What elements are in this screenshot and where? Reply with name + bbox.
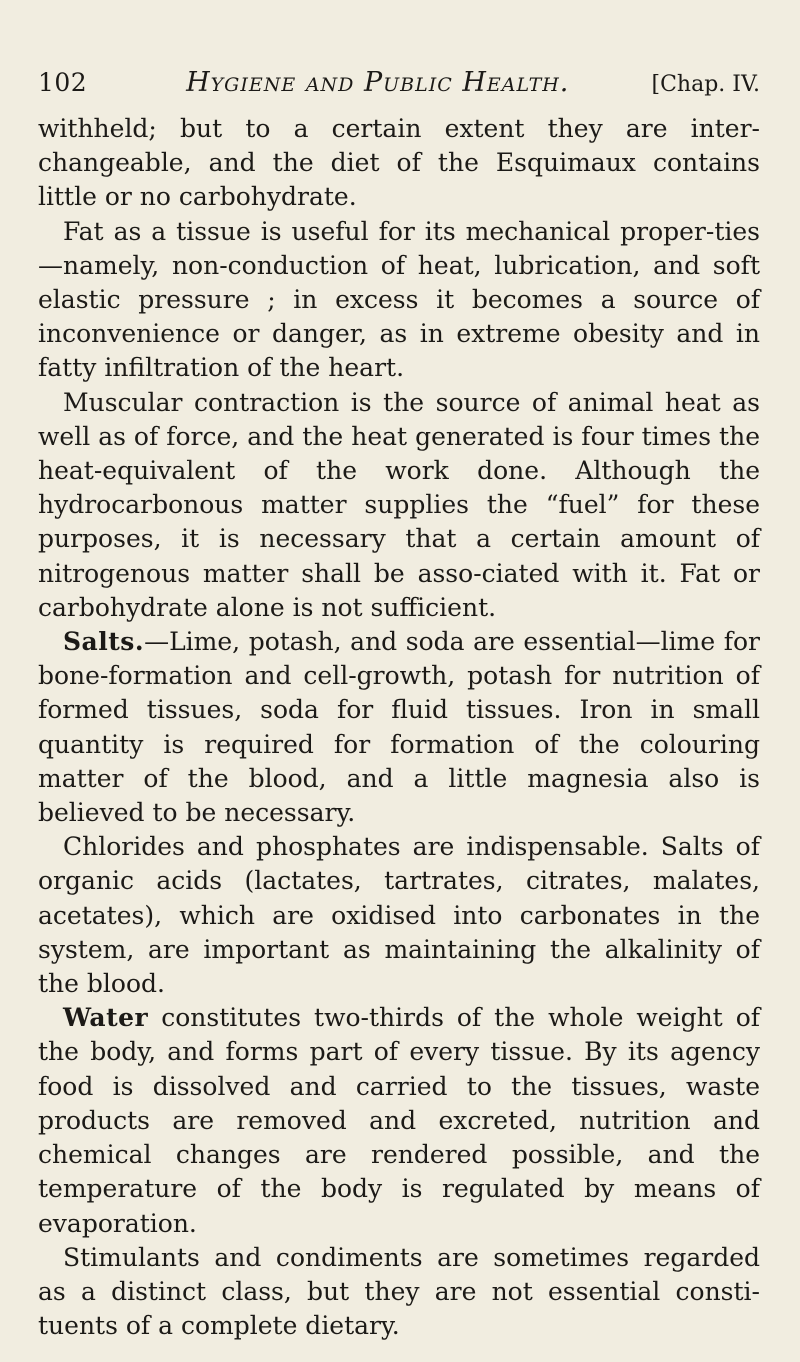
chapter-label: [Chap. IV. bbox=[651, 72, 760, 97]
paragraph-text: Chlorides and phosphates are indispensable. Salts of organic acids (lactates, tartrates, citrates, malates, acetates), which are oxidised into carbonates in the system, are important as maintaining the alkalinity of the blood. bbox=[38, 832, 760, 999]
section-heading-salts: Salts. bbox=[63, 627, 145, 657]
paragraph-text: constitutes two-thirds of the whole weight of the body, and forms part of every tissue. By its agency food is dissolved and carried to the tissues, waste products are removed and excreted, nutrition and chemical changes are rendered possible, and the temperature of the body is regulated by means of evaporation. bbox=[38, 1003, 760, 1238]
section-heading-water: Water bbox=[63, 1003, 149, 1033]
paragraph-salts bbox=[38, 625, 760, 830]
paragraph-water bbox=[38, 1001, 760, 1240]
running-title: Hygiene and Public Health. bbox=[186, 67, 570, 98]
paragraph-chlorides bbox=[38, 830, 760, 1001]
paragraph-stimulants bbox=[38, 1241, 760, 1344]
paragraph-text: withheld; but to a certain extent they are inter-changeable, and the diet of the Esquimaux contains little or no carbohydrate. bbox=[38, 114, 760, 212]
paragraph-text: —Lime, potash, and soda are essential—lime for bone-formation and cell-growth, potash for nutrition of formed tissues, soda for fluid tissues. Iron in small quantity is required for formation of the colouring matter of the blood, and a little magnesia also is believed to be necessary. bbox=[38, 627, 760, 828]
body-text bbox=[38, 112, 760, 1343]
page-number: 102 bbox=[38, 68, 88, 97]
paragraph-fat bbox=[38, 215, 760, 386]
paragraph-continuation bbox=[38, 112, 760, 215]
paragraph-muscular-contraction bbox=[38, 386, 760, 625]
paragraph-text: Muscular contraction is the source of animal heat as well as of force, and the heat generated is four times the heat-equivalent of the work done. Although the hydrocarbonous matter supplies the “fuel” for these purposes, it is necessary that a certain amount of nitrogenous matter shall be asso-ciated with it. Fat or carbohydrate alone is not sufficient. bbox=[38, 387, 760, 622]
running-head bbox=[38, 68, 760, 100]
paragraph-text: Stimulants and condiments are sometimes regarded as a distinct class, but they are not essential consti-tuents of a complete dietary. bbox=[38, 1242, 760, 1341]
paragraph-text: Fat as a tissue is useful for its mechanical proper-ties—namely, non-conduction of heat, lubrication, and soft elastic pressure ; in excess it becomes a source of inconvenience or danger, as in extreme obesity and in fatty infiltration of the heart. bbox=[38, 216, 760, 383]
